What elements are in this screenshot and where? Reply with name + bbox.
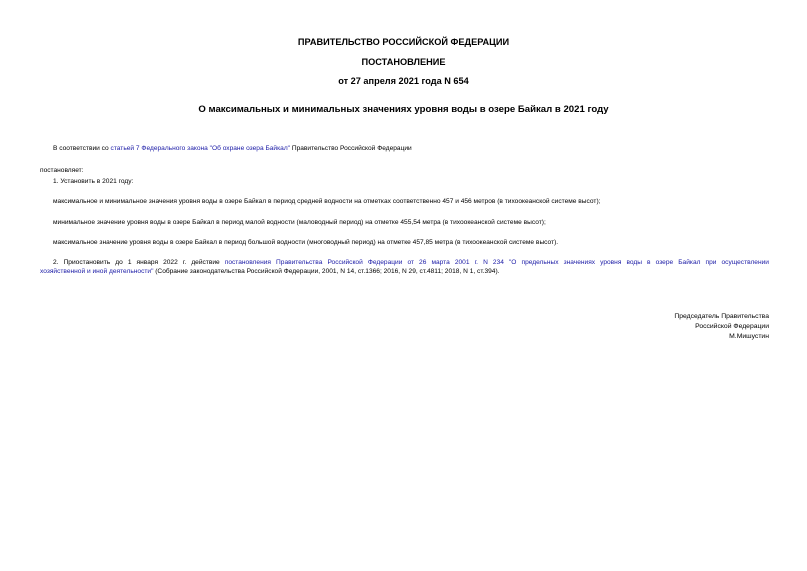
resolution-link-line-2[interactable]: хозяйственной и иной деятельности"	[40, 267, 154, 275]
government-heading: ПРАВИТЕЛЬСТВО РОССИЙСКОЙ ФЕДЕРАЦИИ	[297, 37, 510, 47]
item-2-line-1	[53, 259, 769, 268]
item-1-sub-3: максимальное значение уровня воды в озере Байкал в период большой водности (многоводный период) на отметке 457,85 метра (в тихоокеанской системе высот).	[53, 239, 559, 246]
item-1-sub-2: минимальное значение уровня воды в озере Байкал в период малой водности (маловодный период) на отметке 455,54 метра (в тихоокеанской системе высот);	[53, 219, 546, 226]
preamble-paragraph	[53, 145, 412, 153]
document-type-heading: ПОСТАНОВЛЕНИЕ	[361, 57, 446, 67]
item-2-suffix: (Собрание законодательства Российской Федерации, 2001, N 14, ст.1366; 2016, N 29, ст.4811; 2018, N 1, ст.394).	[153, 267, 500, 275]
item-2-line-2	[40, 268, 769, 277]
preamble-prefix: В соответствии со	[53, 145, 111, 152]
item-1-sub-1: максимальное и минимальное значения уровня воды в озере Байкал в период средней водности на отметках соответственно 457 и 456 метров (в тихоокеанской системе высот);	[53, 198, 601, 205]
document-title: О максимальных и минимальных значениях уровня воды в озере Байкал в 2021 году	[198, 104, 609, 115]
item-2-prefix: 2. Приостановить до 1 января 2022 г. действие	[53, 259, 225, 266]
signature-name: М.Мишустин	[729, 333, 769, 340]
signature-position-line-1: Председатель Правительства	[674, 313, 769, 320]
document-date-number: от 27 апреля 2021 года N 654	[338, 76, 469, 86]
signature-block	[674, 312, 769, 342]
item-2-paragraph	[40, 259, 769, 276]
preamble-suffix: Правительство Российской Федерации	[290, 145, 412, 152]
decree-word: постановляет:	[40, 167, 84, 174]
item-1: 1. Установить в 2021 году:	[53, 178, 134, 185]
signature-position-line-2: Российской Федерации	[695, 323, 769, 330]
law-article-link[interactable]: статьей 7 Федерального закона "Об охране озера Байкал"	[110, 145, 291, 152]
resolution-link-line-1[interactable]: постановления Правительства Российской Федерации от 26 марта 2001 г. N 234 "О предельных значениях уровня воды в озере Байкал при осуществлении	[224, 259, 769, 266]
